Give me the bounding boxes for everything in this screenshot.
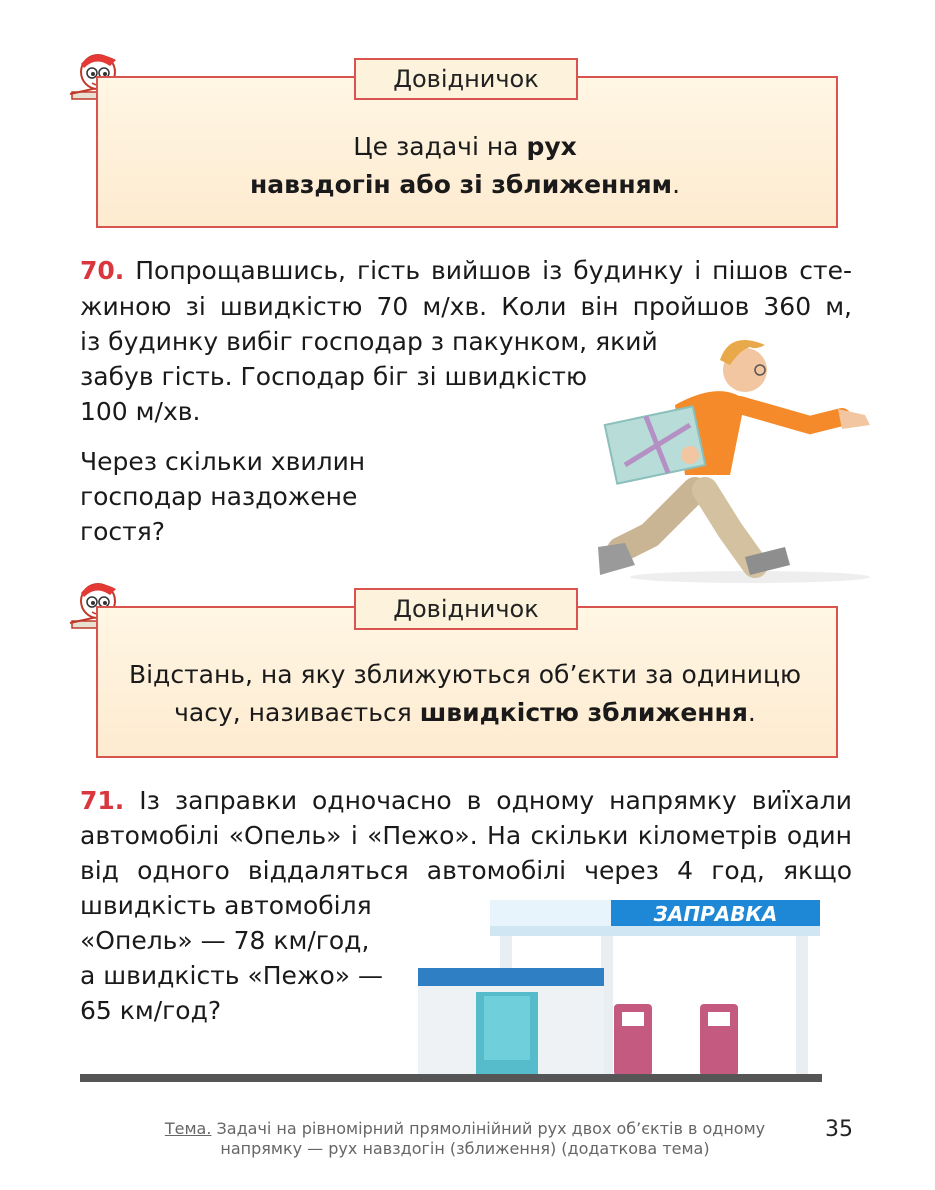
task70-line4: забув гість. Господар біг зі швидкістю: [80, 362, 588, 391]
task71-line7: 65 км/год?: [80, 996, 222, 1025]
task70-line1: [80, 252, 852, 290]
footer-topic: [130, 1119, 800, 1159]
station-sign: ЗАПРАВКА: [653, 902, 778, 926]
task71-number: 71.: [80, 786, 125, 815]
footer-topic-label: Тема.: [164, 1119, 212, 1138]
task71-line2: автомобілі «Опель» і «Пежо». На скільки кілометрів один: [80, 821, 852, 850]
task70-text-1: Попрощавшись, гість вийшов із будинку і пішов сте-: [124, 256, 852, 285]
note1-line1-plain: Це задачі на: [353, 132, 527, 161]
task71-line5: «Опель» — 78 км/год,: [80, 926, 370, 955]
note2-line2-bold: швидкістю зближення: [419, 698, 748, 727]
task70-line5: 100 м/хв.: [80, 397, 201, 426]
note2-line1: Відстань, на яку зближуються об’єкти за одиницю: [128, 660, 802, 689]
task71-line1: [80, 782, 852, 820]
task70-question-1: Через скільки хвилин: [80, 447, 366, 476]
task71-line4: швидкість автомобіля: [80, 891, 372, 920]
task71-text-1: Із заправки одночасно в одному напрямку виїхали: [124, 786, 852, 815]
note-text-1: [98, 128, 832, 204]
note2-line2-plain: часу, називається: [174, 698, 420, 727]
task70-question-3: гостя?: [80, 517, 166, 546]
footer-line1: Задачі на рівномірний прямолінійний рух двох об’єктів в одному: [211, 1119, 766, 1138]
task70-number: 70.: [80, 256, 125, 285]
task71-line3: від одного віддаляться автомобілі через 4 год, якщо: [80, 856, 852, 885]
footer-line2: напрямку — рух навздогін (зближення) (додаткова тема): [220, 1139, 710, 1158]
task70-question-2: господар наздожене: [80, 482, 358, 511]
note-title-1: Довідничок: [354, 58, 578, 100]
note1-line2-bold: навздогін або зі зближенням: [249, 170, 673, 199]
note-text-2: [98, 656, 832, 732]
page-number: 35: [825, 1117, 853, 1142]
note1-line1-bold: рух: [526, 132, 577, 161]
note2-line2-end: .: [747, 698, 756, 727]
note-title-2: Довідничок: [354, 588, 578, 630]
note1-line2-end: .: [672, 170, 681, 199]
task71-line6: а швидкість «Пежо» —: [80, 961, 383, 990]
running-man-illustration: [580, 325, 880, 590]
task70-line2: жиною зі швидкістю 70 м/хв. Коли він пройшов 360 м,: [80, 292, 852, 321]
ground-line: [80, 1074, 822, 1082]
task70-line3: із будинку вибіг господар з пакунком, який: [80, 327, 658, 356]
